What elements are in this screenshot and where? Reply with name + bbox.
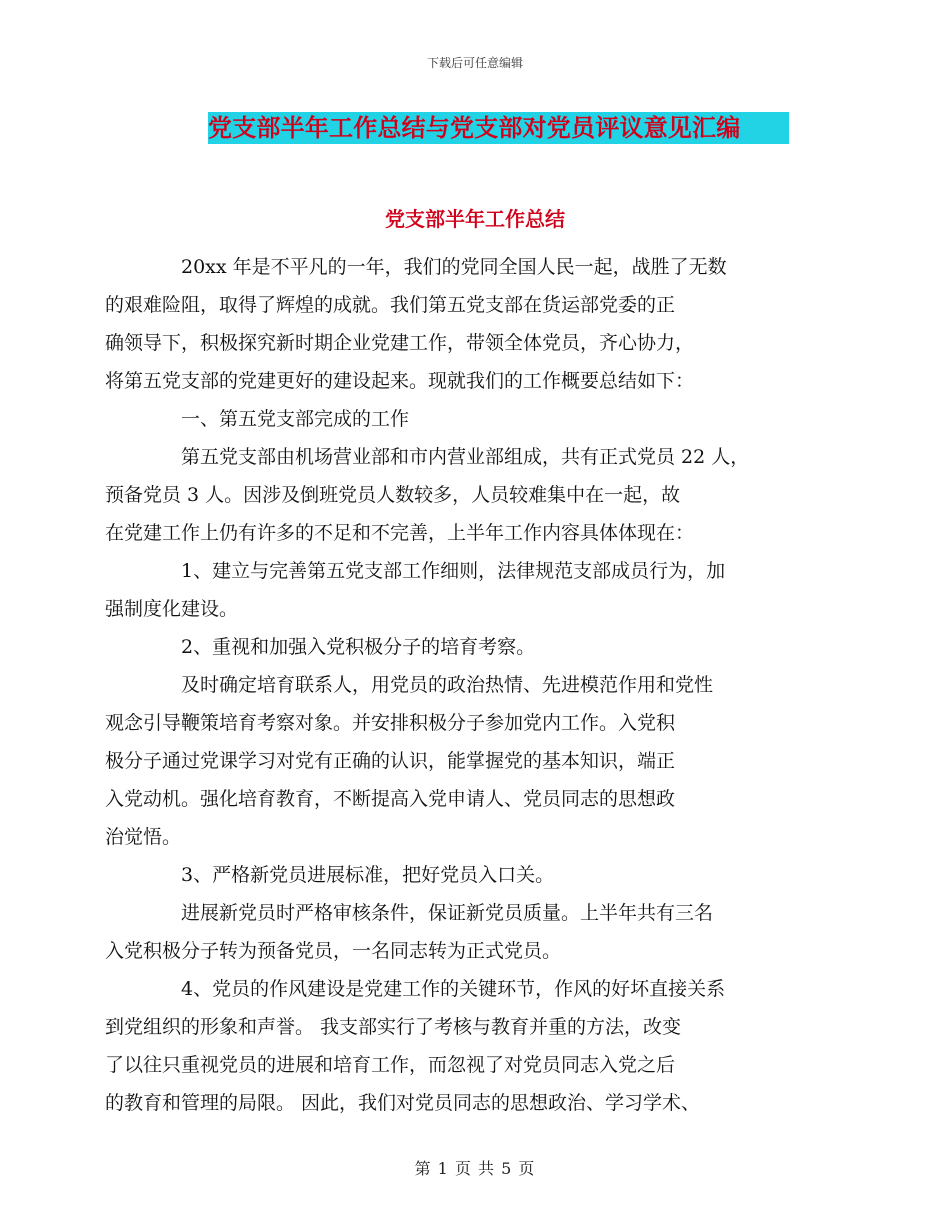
text-line: 4、党员的作风建设是党建工作的关键环节，作风的好坏直接关系 bbox=[181, 978, 726, 1000]
text-line: 第五党支部由机场营业部和市内营业部组成，共有正式党员 22 人， bbox=[181, 446, 750, 468]
paragraph bbox=[105, 438, 813, 552]
text-line: 3、严格新党员进展标准，把好党员入口关。 bbox=[181, 864, 555, 886]
text-line: 的艰难险阻，取得了辉煌的成就。我们第五党支部在货运部党委的正 bbox=[105, 294, 676, 316]
text-line: 极分子通过党课学习对党有正确的认识，能掌握党的基本知识，端正 bbox=[105, 750, 676, 772]
text-line: 入党积极分子转为预备党员，一名同志转为正式党员。 bbox=[105, 940, 562, 962]
paragraph bbox=[105, 248, 813, 400]
page-footer: 第 1 页 共 5 页 bbox=[414, 1159, 536, 1178]
text-line: 预备党员 3 人。因涉及倒班党员人数较多，人员较难集中在一起，故 bbox=[105, 484, 681, 506]
text-line: 20xx 年是不平凡的一年，我们的党同全国人民一起，战胜了无数 bbox=[181, 256, 727, 278]
paragraph bbox=[143, 400, 813, 438]
text-line: 及时确定培育联系人，用党员的政治热情、先进模范作用和党性 bbox=[181, 674, 714, 696]
paragraph bbox=[105, 666, 813, 856]
text-line: 1、建立与完善第五党支部工作细则，法律规范支部成员行为，加 bbox=[181, 560, 726, 582]
main-title: 党支部半年工作总结与党支部对党员评议意见汇编 bbox=[208, 112, 789, 144]
text-line: 将第五党支部的党建更好的建设起来。现就我们的工作概要总结如下： bbox=[105, 370, 695, 392]
paragraph bbox=[105, 552, 813, 628]
paragraph bbox=[105, 970, 813, 1122]
text-line: 一、第五党支部完成的工作 bbox=[181, 408, 410, 430]
section-title: 党支部半年工作总结 bbox=[385, 207, 565, 231]
text-line: 入党动机。强化培育教育，不断提高入党申请人、党员同志的思想政 bbox=[105, 788, 676, 810]
text-line: 在党建工作上仍有许多的不足和不完善，上半年工作内容具体体现在： bbox=[105, 522, 695, 544]
paragraph bbox=[143, 628, 813, 666]
text-line: 进展新党员时严格审核条件，保证新党员质量。上半年共有三名 bbox=[181, 902, 714, 924]
text-line: 强制度化建设。 bbox=[105, 598, 239, 620]
body-text bbox=[105, 248, 813, 1122]
text-line: 了以往只重视党员的进展和培育工作，而忽视了对党员同志入党之后 bbox=[105, 1054, 676, 1076]
text-line: 治觉悟。 bbox=[105, 826, 182, 848]
paragraph bbox=[143, 856, 813, 894]
text-line: 确领导下，积极探究新时期企业党建工作，带领全体党员，齐心协力， bbox=[105, 332, 695, 354]
text-line: 到党组织的形象和声誉。 我支部实行了考核与教育并重的方法，改变 bbox=[105, 1016, 682, 1038]
paragraph bbox=[105, 894, 813, 970]
text-line: 2、重视和加强入党积极分子的培育考察。 bbox=[181, 636, 536, 658]
text-line: 观念引导鞭策培育考察对象。并安排积极分子参加党内工作。入党积 bbox=[105, 712, 676, 734]
text-line: 的教育和管理的局限。 因此，我们对党员同志的思想政治、学习学术、 bbox=[105, 1092, 701, 1114]
header-note: 下载后可任意编辑 bbox=[426, 56, 523, 70]
